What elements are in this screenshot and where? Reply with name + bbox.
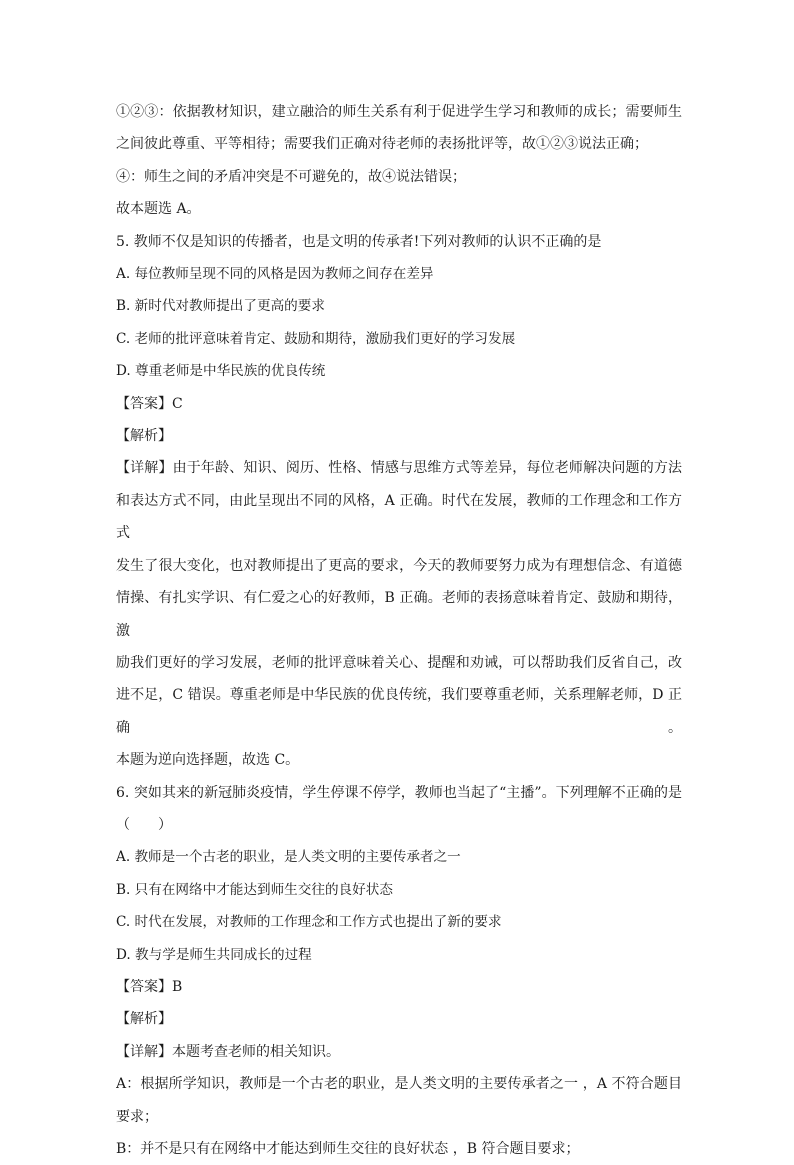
question-6-blank: （ ） [116, 816, 172, 833]
question-5-option-a: A. 每位教师呈现不同的风格是因为教师之间存在差异 [116, 266, 434, 283]
question-6-answer: 【答案】B [116, 978, 183, 995]
question-5-option-c: C. 老师的批评意味着肯定、鼓励和期待，激励我们更好的学习发展 [116, 330, 516, 347]
document-body [116, 96, 682, 1165]
question-5-detail-line-5: 励我们更好的学习发展，老师的批评意味着关心、提醒和劝诫，可以帮助我们反省自己，改 [116, 654, 682, 671]
analysis-line-2: 之间彼此尊重、平等相待；需要我们正确对待老师的表扬批评等，故①②③说法正确； [116, 136, 648, 153]
question-6-option-c: C. 时代在发展，对教师的工作理念和工作方式也提出了新的要求 [116, 914, 502, 931]
question-6-detail-line-2: A：根据所学知识，教师是一个古老的职业，是人类文明的主要传承者之一 ，A 不符合题目 [116, 1076, 682, 1093]
question-5-answer: 【答案】C [116, 395, 183, 412]
question-6-option-a: A. 教师是一个古老的职业，是人类文明的主要传承者之一 [116, 849, 461, 866]
question-6-detail-line-4: B：并不是只有在网络中才能达到师生交往的良好状态 ，B 符合题目要求； [116, 1141, 580, 1157]
question-5-analysis-heading: 【解析】 [116, 428, 172, 445]
analysis-line-3: ④：师生之间的矛盾冲突是不可避免的，故④说法错误； [116, 168, 466, 185]
question-6-option-d: D. 教与学是师生共同成长的过程 [116, 946, 312, 963]
question-5-stem: 5. 教师不仅是知识的传播者，也是文明的传承者!下列对教师的认识不正确的是 [116, 233, 602, 250]
question-6-stem: 6. 突如其来的新冠肺炎疫情，学生停课不停学，教师也当起了“主播”。下列理解不正确的是 [116, 784, 682, 801]
question-5-option-d: D. 尊重老师是中华民族的优良传统 [116, 363, 326, 380]
question-5-detail-line-2: 和表达方式不同，由此呈现出不同的风格，A 正确。时代在发展，教师的工作理念和工作方式 [116, 492, 682, 542]
question-6-option-b: B. 只有在网络中才能达到师生交往的良好状态 [116, 881, 393, 898]
conclusion-line: 故本题选 A。 [116, 201, 201, 218]
question-5-detail-line-4: 情操、有扎实学识、有仁爱之心的好教师，B 正确。老师的表扬意味着肯定、鼓励和期待，激 [116, 590, 682, 639]
question-6-analysis-heading: 【解析】 [116, 1011, 172, 1028]
question-6-detail-line-1: 【详解】本题考查老师的相关知识。 [116, 1043, 340, 1060]
question-5-detail-line-1: 【详解】由于年龄、知识、阅历、性格、情感与思维方式等差异，每位老师解决问题的方法 [116, 460, 682, 477]
question-5-detail-line-7: 本题为逆向选择题，故选 C。 [116, 752, 300, 769]
question-5-detail-line-3: 发生了很大变化，也对教师提出了更高的要求，今天的教师要努力成为有理想信念、有道德 [116, 557, 682, 574]
analysis-line-1: ①②③：依据教材知识，建立融洽的师生关系有利于促进学生学习和教师的成长；需要师生 [116, 104, 682, 120]
question-5-detail-line-6: 进不足，C 错误。尊重老师是中华民族的优良传统，我们要尊重老师，关系理解老师，D 正确。 [116, 687, 682, 736]
question-5-option-b: B. 新时代对教师提出了更高的要求 [116, 298, 325, 315]
question-6-detail-line-3: 要求； [116, 1108, 158, 1125]
